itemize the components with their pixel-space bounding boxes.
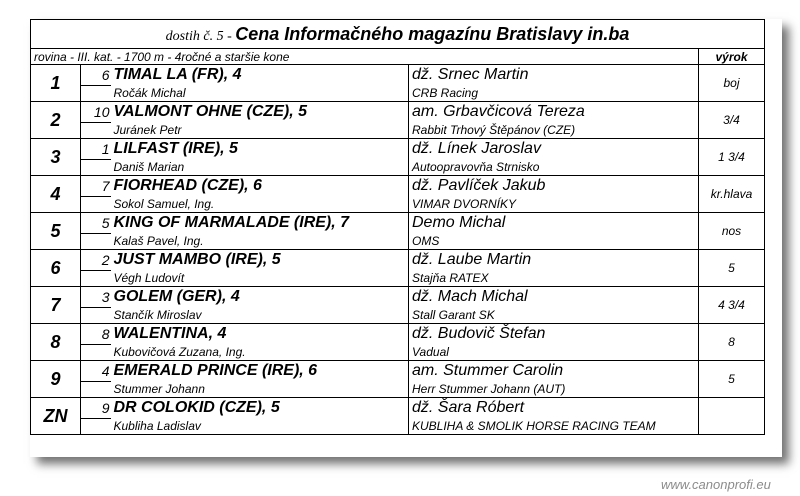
verdict: 4 3/4 <box>699 287 765 324</box>
result-row <box>31 250 765 271</box>
jockey-name: dž. Šara Róbert <box>409 398 699 419</box>
jockey-name: am. Stummer Carolin <box>409 361 699 382</box>
results-table <box>30 19 765 435</box>
owner-name: OMS <box>409 233 699 250</box>
trainer-name: Kubliha Ladislav <box>111 418 409 435</box>
verdict: kr.hlava <box>699 176 765 213</box>
start-number: 8 <box>81 324 111 345</box>
number-spacer <box>81 196 111 213</box>
result-subrow <box>31 381 765 398</box>
result-subrow <box>31 196 765 213</box>
result-subrow <box>31 270 765 287</box>
owner-name: Herr Stummer Johann (AUT) <box>409 381 699 398</box>
start-number: 10 <box>81 102 111 123</box>
horse-name: KING OF MARMALADE (IRE), 7 <box>111 213 409 234</box>
number-spacer <box>81 270 111 287</box>
result-subrow <box>31 233 765 250</box>
number-spacer <box>81 233 111 250</box>
start-number: 1 <box>81 139 111 160</box>
number-spacer <box>81 381 111 398</box>
horse-name: VALMONT OHNE (CZE), 5 <box>111 102 409 123</box>
jockey-name: Demo Michal <box>409 213 699 234</box>
start-number: 2 <box>81 250 111 271</box>
result-subrow <box>31 122 765 139</box>
placing: 8 <box>31 324 81 361</box>
trainer-name: Kalaš Pavel, Ing. <box>111 233 409 250</box>
start-number: 5 <box>81 213 111 234</box>
placing: 3 <box>31 139 81 176</box>
placing: 5 <box>31 213 81 250</box>
verdict <box>699 398 765 435</box>
number-spacer <box>81 122 111 139</box>
result-row <box>31 287 765 308</box>
number-spacer <box>81 85 111 102</box>
owner-name: Stajňa RATEX <box>409 270 699 287</box>
result-subrow <box>31 307 765 324</box>
verdict: 5 <box>699 250 765 287</box>
results-sheet <box>30 19 782 457</box>
watermark: www.canonprofi.eu <box>661 477 771 492</box>
race-conditions: rovina - III. kat. - 1700 m - 4ročné a staršie kone <box>31 49 699 65</box>
result-subrow <box>31 418 765 435</box>
number-spacer <box>81 344 111 361</box>
horse-name: DR COLOKID (CZE), 5 <box>111 398 409 419</box>
result-row <box>31 324 765 345</box>
jockey-name: dž. Línek Jaroslav <box>409 139 699 160</box>
verdict-header: výrok <box>699 49 765 65</box>
placing: 2 <box>31 102 81 139</box>
horse-name: GOLEM (GER), 4 <box>111 287 409 308</box>
number-spacer <box>81 159 111 176</box>
jockey-name: dž. Mach Michal <box>409 287 699 308</box>
placing: 1 <box>31 65 81 102</box>
trainer-name: Juránek Petr <box>111 122 409 139</box>
verdict: boj <box>699 65 765 102</box>
placing: 6 <box>31 250 81 287</box>
verdict: 8 <box>699 324 765 361</box>
horse-name: TIMAL LA (FR), 4 <box>111 65 409 86</box>
number-spacer <box>81 418 111 435</box>
trainer-name: Kubovičová Zuzana, Ing. <box>111 344 409 361</box>
horse-name: FIORHEAD (CZE), 6 <box>111 176 409 197</box>
jockey-name: dž. Srnec Martin <box>409 65 699 86</box>
horse-name: EMERALD PRINCE (IRE), 6 <box>111 361 409 382</box>
start-number: 4 <box>81 361 111 382</box>
result-subrow <box>31 85 765 102</box>
verdict: 5 <box>699 361 765 398</box>
jockey-name: dž. Budovič Štefan <box>409 324 699 345</box>
result-row <box>31 398 765 419</box>
start-number: 7 <box>81 176 111 197</box>
horse-name: LILFAST (IRE), 5 <box>111 139 409 160</box>
placing: 9 <box>31 361 81 398</box>
trainer-name: Ročák Michal <box>111 85 409 102</box>
placing: 4 <box>31 176 81 213</box>
owner-name: Stall Garant SK <box>409 307 699 324</box>
owner-name: Autoopravovňa Strnisko <box>409 159 699 176</box>
start-number: 6 <box>81 65 111 86</box>
placing: 7 <box>31 287 81 324</box>
result-row <box>31 213 765 234</box>
owner-name: KUBLIHA & SMOLIK HORSE RACING TEAM <box>409 418 699 435</box>
jockey-name: dž. Pavlíček Jakub <box>409 176 699 197</box>
result-row <box>31 361 765 382</box>
verdict: 1 3/4 <box>699 139 765 176</box>
verdict: nos <box>699 213 765 250</box>
trainer-name: Stummer Johann <box>111 381 409 398</box>
trainer-name: Végh Ludovít <box>111 270 409 287</box>
verdict: 3/4 <box>699 102 765 139</box>
jockey-name: am. Grbavčicová Tereza <box>409 102 699 123</box>
jockey-name: dž. Laube Martin <box>409 250 699 271</box>
race-conditions-row <box>31 49 765 65</box>
start-number: 3 <box>81 287 111 308</box>
result-subrow <box>31 159 765 176</box>
race-name: Cena Informačného magazínu Bratislavy in.ba <box>235 23 630 44</box>
result-subrow <box>31 344 765 361</box>
race-title-row <box>31 20 765 49</box>
result-row <box>31 65 765 86</box>
placing: ZN <box>31 398 81 435</box>
trainer-name: Sokol Samuel, Ing. <box>111 196 409 213</box>
trainer-name: Stančík Miroslav <box>111 307 409 324</box>
horse-name: WALENTINA, 4 <box>111 324 409 345</box>
result-row <box>31 102 765 123</box>
owner-name: Rabbit Trhový Štěpánov (CZE) <box>409 122 699 139</box>
race-number: dostih č. 5 - <box>165 28 232 44</box>
owner-name: Vadual <box>409 344 699 361</box>
race-title <box>31 20 765 49</box>
owner-name: CRB Racing <box>409 85 699 102</box>
horse-name: JUST MAMBO (IRE), 5 <box>111 250 409 271</box>
result-row <box>31 139 765 160</box>
start-number: 9 <box>81 398 111 419</box>
number-spacer <box>81 307 111 324</box>
result-row <box>31 176 765 197</box>
owner-name: VIMAR DVORNÍKY <box>409 196 699 213</box>
trainer-name: Daniš Marian <box>111 159 409 176</box>
